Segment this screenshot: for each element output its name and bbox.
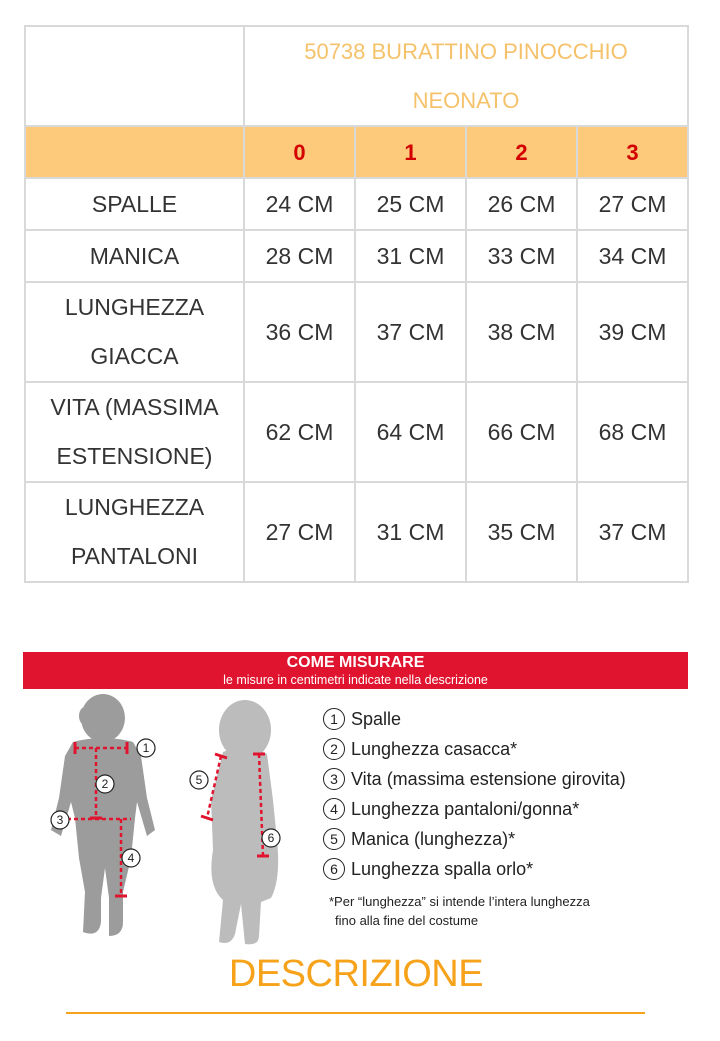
legend-item [323, 794, 693, 824]
guide-subtitle: le misure in centimetri indicate nella descrizione [223, 673, 488, 687]
marker-5: 5 [195, 773, 203, 787]
product-title-line1: 50738 BURATTINO PINOCCHIO [304, 39, 628, 64]
legend-item [323, 734, 693, 764]
table-cell: 33 CM [466, 230, 577, 282]
legend-label: Lunghezza spalla orlo* [351, 858, 534, 879]
measurement-legend [323, 704, 693, 930]
table-cell: 37 CM [355, 282, 466, 382]
table-row [25, 482, 688, 582]
size-header-0: 0 [244, 126, 355, 178]
product-title-cell [244, 26, 688, 126]
legend-item [323, 824, 693, 854]
table-cell: 37 CM [577, 482, 688, 582]
legend-label: Spalle [351, 708, 402, 729]
description-heading: DESCRIZIONE [228, 953, 484, 995]
row-label: MANICA [25, 230, 244, 282]
table-cell: 64 CM [355, 382, 466, 482]
legend-number: 3 [323, 768, 345, 790]
footnote-line2: fino alla fine del costume [335, 913, 479, 928]
table-row [25, 230, 688, 282]
table-cell: 28 CM [244, 230, 355, 282]
legend-item [323, 704, 693, 734]
table-row [25, 178, 688, 230]
table-cell: 66 CM [466, 382, 577, 482]
legend-number: 4 [323, 798, 345, 820]
table-cell: 25 CM [355, 178, 466, 230]
marker-6: 6 [267, 831, 275, 845]
legend-label: Manica (lunghezza)* [351, 828, 516, 849]
legend-number: 6 [323, 858, 345, 880]
table-cell: 27 CM [244, 482, 355, 582]
legend-number: 2 [323, 738, 345, 760]
row-label-line: VITA (MASSIMA [50, 394, 219, 420]
size-header-3: 3 [577, 126, 688, 178]
table-cell: 62 CM [244, 382, 355, 482]
table-cell: 38 CM [466, 282, 577, 382]
legend-item [323, 854, 693, 884]
legend-label: Lunghezza pantaloni/gonna* [351, 798, 580, 819]
product-title-line2: NEONATO [412, 88, 520, 113]
table-row [25, 282, 688, 382]
row-label [25, 282, 244, 382]
table-cell: 35 CM [466, 482, 577, 582]
row-label-line: ESTENSIONE) [56, 443, 213, 469]
size-header-row [25, 126, 688, 178]
row-label-line: PANTALONI [71, 543, 198, 569]
child-side-silhouette [211, 700, 278, 944]
marker-1: 1 [142, 741, 150, 755]
marker-3: 3 [56, 813, 64, 827]
row-label-line: LUNGHEZZA [64, 494, 205, 520]
row-label-line: GIACCA [90, 343, 179, 369]
table-title-row [25, 26, 688, 126]
size-chart-table [24, 25, 689, 583]
guide-title: COME MISURARE [286, 654, 425, 671]
guide-banner [23, 652, 688, 689]
table-cell: 31 CM [355, 482, 466, 582]
legend-number: 1 [323, 708, 345, 730]
legend-label: Lunghezza casacca* [351, 738, 518, 759]
table-cell: 68 CM [577, 382, 688, 482]
table-cell: 39 CM [577, 282, 688, 382]
size-header-blank [25, 126, 244, 178]
length-footnote [329, 892, 693, 930]
table-cell: 27 CM [577, 178, 688, 230]
row-label [25, 482, 244, 582]
how-to-measure-guide [23, 652, 688, 952]
size-header-2: 2 [466, 126, 577, 178]
table-cell: 26 CM [466, 178, 577, 230]
legend-number: 5 [323, 828, 345, 850]
table-cell: 24 CM [244, 178, 355, 230]
empty-corner-cell [25, 26, 244, 126]
row-label [25, 382, 244, 482]
row-label-line: LUNGHEZZA [64, 294, 205, 320]
legend-item [323, 764, 693, 794]
size-header-1: 1 [355, 126, 466, 178]
measurement-figures [23, 690, 323, 950]
row-label: SPALLE [25, 178, 244, 230]
footnote-line1: *Per “lunghezza” si intende l’intera lunghezza [329, 894, 590, 909]
description-divider [66, 1012, 645, 1014]
marker-4: 4 [127, 851, 135, 865]
marker-2: 2 [101, 777, 109, 791]
table-cell: 34 CM [577, 230, 688, 282]
table-cell: 31 CM [355, 230, 466, 282]
legend-label: Vita (massima estensione girovita) [351, 768, 626, 789]
table-row [25, 382, 688, 482]
table-cell: 36 CM [244, 282, 355, 382]
